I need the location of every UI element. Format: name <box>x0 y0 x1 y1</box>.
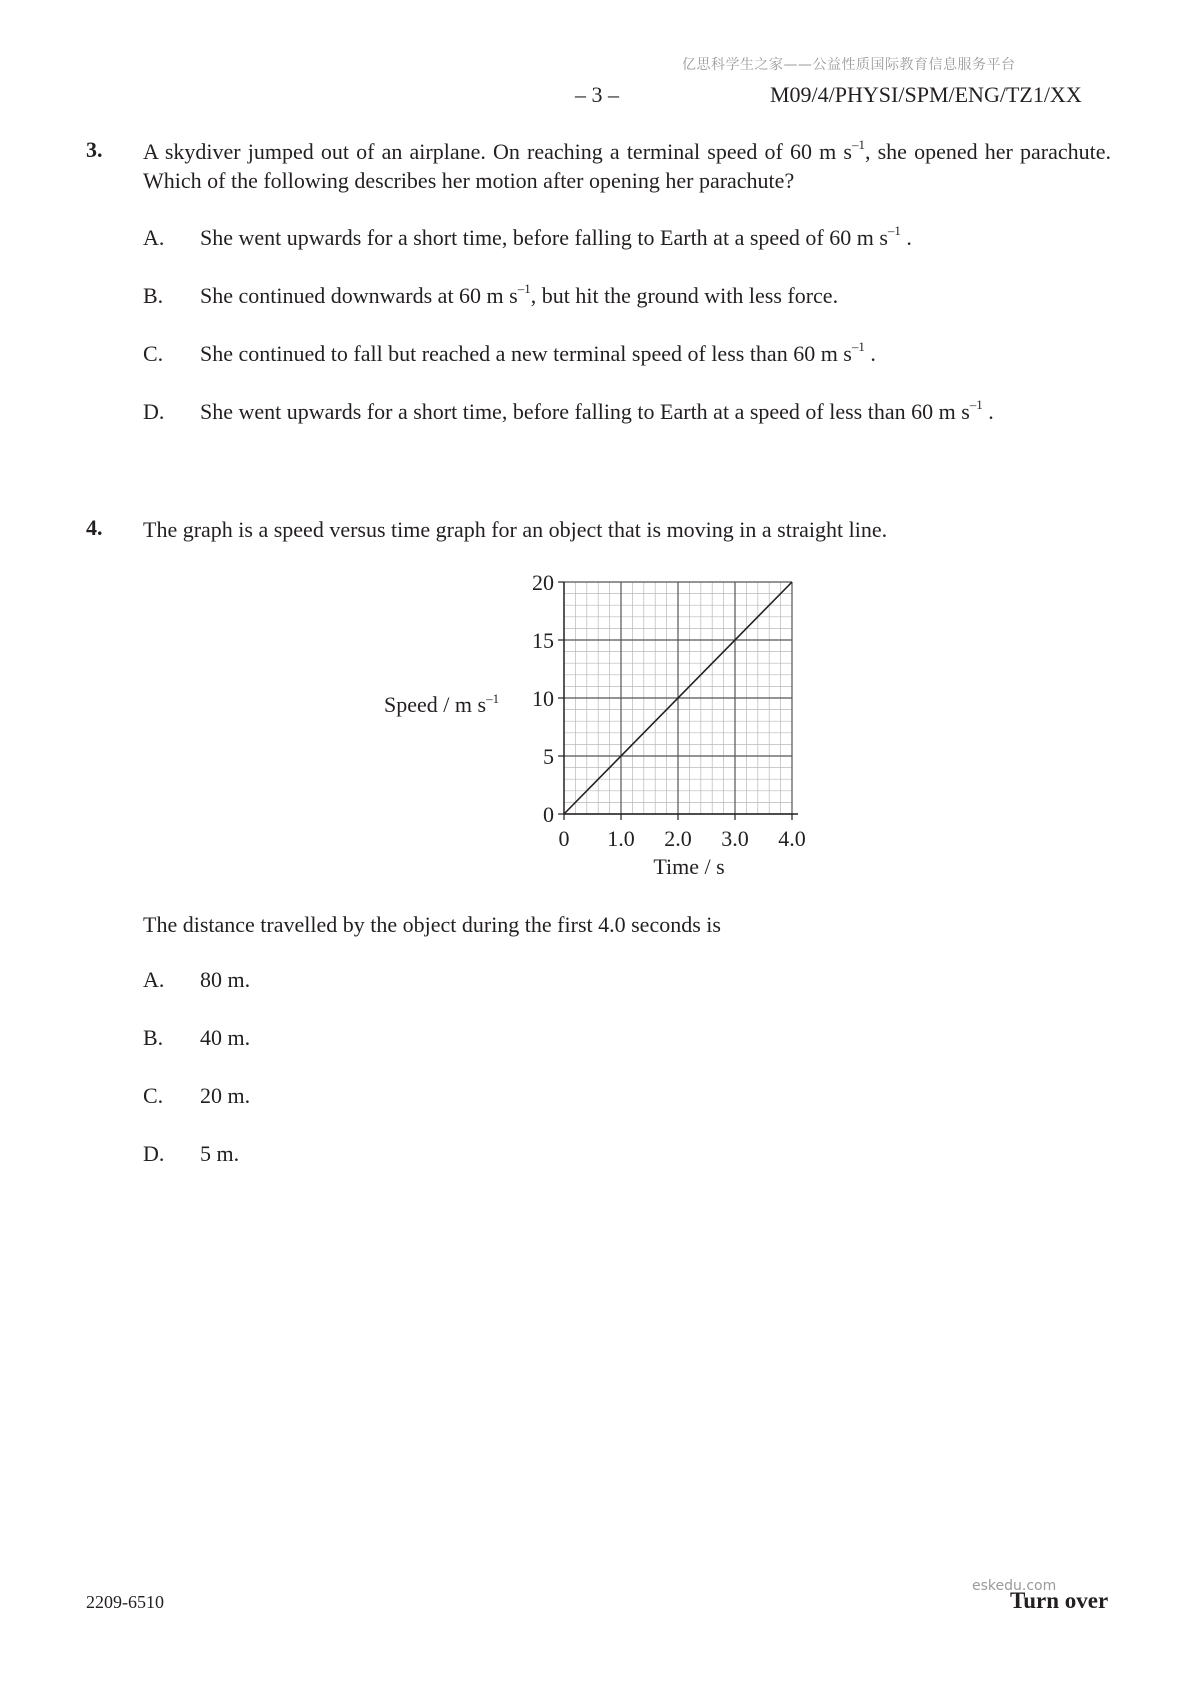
speed-time-chart <box>360 560 820 890</box>
turn-over-label: Turn over <box>1010 1588 1109 1613</box>
y-tick-label: 10 <box>532 686 554 711</box>
q4-option-d-letter: D. <box>143 1141 165 1166</box>
page-number: – 3 – <box>575 82 619 107</box>
footer-watermark: eskedu.com <box>972 1578 1057 1594</box>
q3-option-c-letter: C. <box>143 341 164 366</box>
q3-option-a-letter: A. <box>143 225 165 250</box>
question-4-stem: The graph is a speed versus time graph for an object that is moving in a straight line. <box>143 517 888 542</box>
q4-option-c-text: 20 m. <box>200 1083 251 1108</box>
y-tick-label: 15 <box>532 628 554 653</box>
x-tick-label: 4.0 <box>778 826 806 851</box>
question-4-number: 4. <box>86 515 103 540</box>
q4-option-b-letter: B. <box>143 1025 164 1050</box>
x-tick-label: 0 <box>558 826 570 851</box>
q4-option-a-letter: A. <box>143 967 165 992</box>
q4-option-d-text: 5 m. <box>200 1141 240 1166</box>
q3-option-d-letter: D. <box>143 399 165 424</box>
q3-option-b-letter: B. <box>143 283 164 308</box>
q3-option-d-text: She went upwards for a short time, before falling to Earth at a speed of less than 60 m $s^{-1}$ . <box>200 396 994 424</box>
q4-option-c-letter: C. <box>143 1083 164 1108</box>
q4-option-b-text: 40 m. <box>200 1025 251 1050</box>
y-tick-label: 20 <box>532 570 554 595</box>
q3-option-c-text: She continued to fall but reached a new terminal speed of less than 60 m $s^{-1}$ . <box>200 338 876 366</box>
paper-code: M09/4/PHYSI/SPM/ENG/TZ1/XX <box>770 82 1082 107</box>
q4-option-a-text: 80 m. <box>200 967 251 992</box>
header-watermark: 亿思科学生之家——公益性质国际教育信息服务平台 <box>682 57 1016 73</box>
q3-option-a-text: She went upwards for a short time, before falling to Earth at a speed of 60 m $s^{-1}$ . <box>200 222 912 250</box>
chart-y-axis-label: Speed / m $s^{-1}$ <box>384 691 500 717</box>
q3-option-b-text: She continued downwards at 60 m $s^{-1}$, but hit the ground with less force. <box>200 280 839 308</box>
question-3-number: 3. <box>86 137 103 162</box>
x-tick-label: 2.0 <box>664 826 692 851</box>
chart-tick-labels <box>532 570 806 851</box>
footer-code: 2209-6510 <box>86 1592 164 1612</box>
x-tick-label: 3.0 <box>721 826 749 851</box>
chart-x-axis-label: Time / s <box>653 854 725 879</box>
x-tick-label: 1.0 <box>607 826 635 851</box>
y-tick-label: 0 <box>543 802 554 827</box>
question-3-stem: A skydiver jumped out of an airplane. On reaching a terminal speed of 60 m $s^{-1}$, she opened her parachute. Which of the following describes her motion after opening her parachute? <box>143 136 1111 193</box>
y-tick-label: 5 <box>543 744 554 769</box>
question-4-followup: The distance travelled by the object during the first 4.0 seconds is <box>143 912 721 937</box>
